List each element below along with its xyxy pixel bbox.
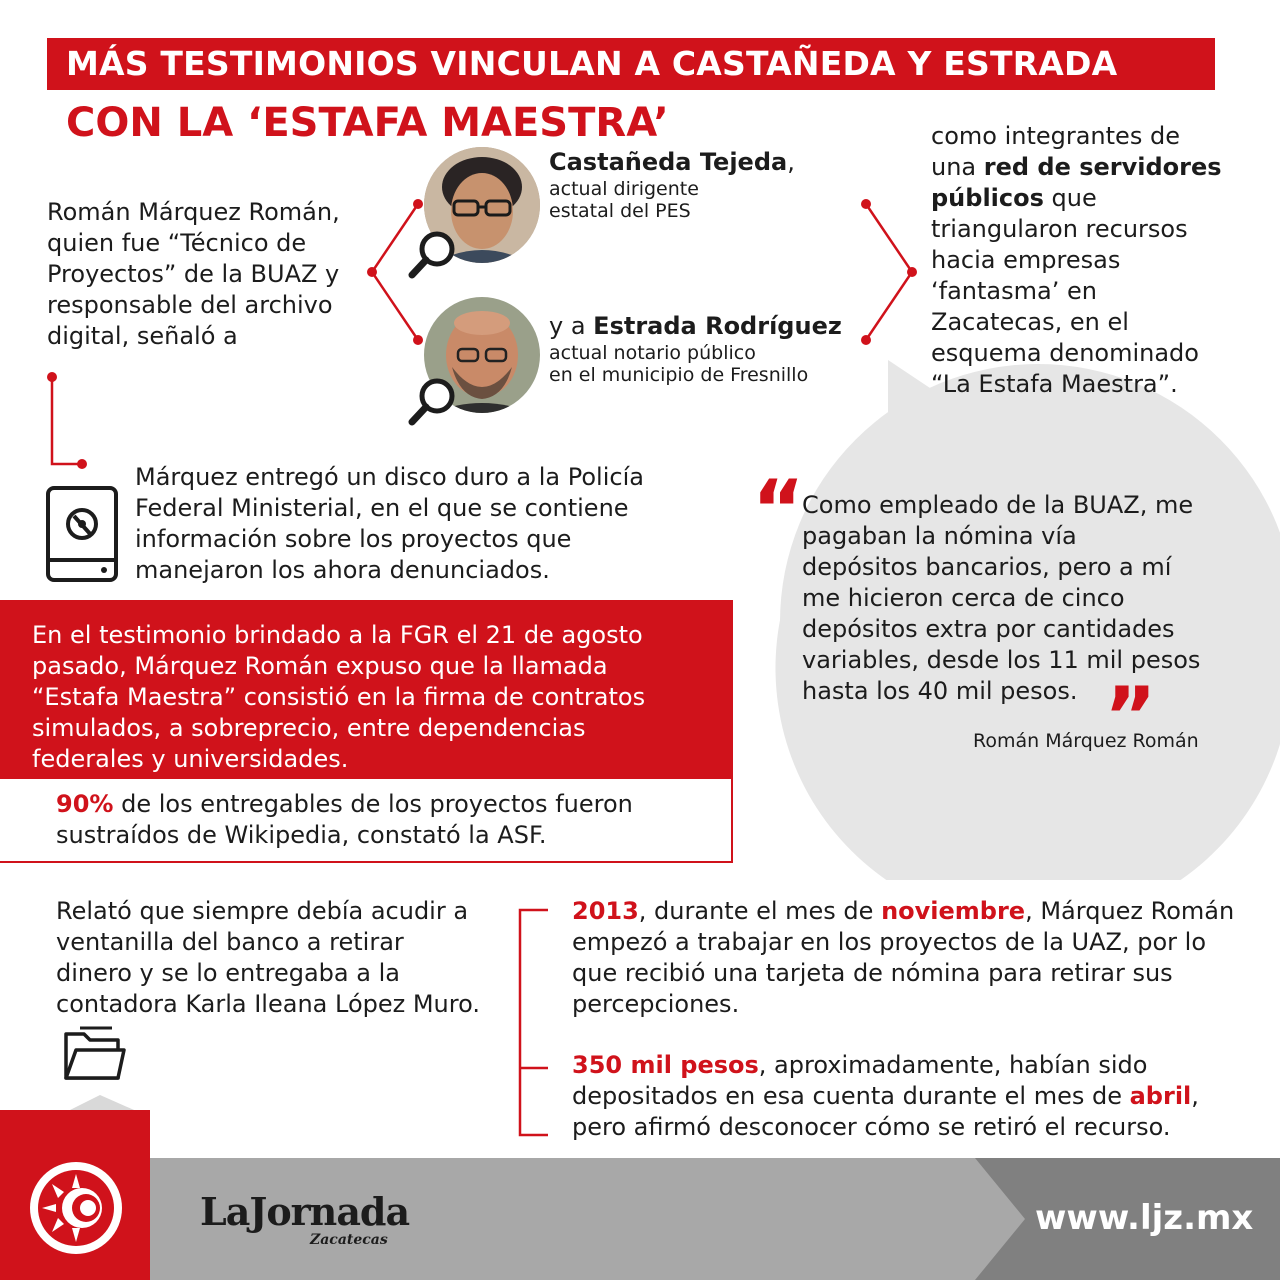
asf-percent: 90% <box>56 790 114 818</box>
open-quote-mark: “ <box>752 463 805 556</box>
network-text: como integrantes de una red de servidores públicos que triangularon recursos hacia empresas ‘fantasma’ en Zacatecas, en el esquema denominado “La Estafa Maestra”. <box>931 122 1222 398</box>
quote-text: Como empleado de la BUAZ, me pagaban la nómina vía depósitos bancarios, pero a mí me hicieron cerca de cinco depósitos extra por cantidades variables, desde los 11 mil pesos hasta los 40 mil pesos. <box>802 491 1201 705</box>
website-url[interactable]: www.ljz.mx <box>1035 1198 1254 1238</box>
person2-info: y a Estrada Rodríguez actual notario público en el municipio de Fresnillo <box>549 312 842 386</box>
timeline-event-350: 350 mil pesos, aproximadamente, habían sido depositados en esa cuenta durante el mes de abril, pero afirmó desconocer cómo se retiró el recurso. <box>572 1051 1199 1141</box>
person2-name: Estrada Rodríguez <box>593 312 842 340</box>
hard-disk-icon <box>44 484 120 588</box>
headline-line2: CON LA ‘ESTAFA MAESTRA’ <box>66 100 669 146</box>
brand-subtitle: Zacatecas <box>310 1232 388 1248</box>
close-quote-mark: ” <box>1104 670 1157 763</box>
disk-text: Márquez entregó un disco duro a la Policía Federal Ministerial, en el que se contiene información sobre los proyectos que manejaron los ahora denunciados. <box>135 463 644 584</box>
brand-logo: LaJornada <box>200 1189 410 1234</box>
folder-icon <box>62 1024 126 1088</box>
sun-logo-icon <box>26 1158 126 1262</box>
headline-line1: MÁS TESTIMONIOS VINCULAN A CASTAÑEDA Y ESTRADA <box>66 44 1118 83</box>
timeline-event-2013: 2013, durante el mes de noviembre, Márquez Román empezó a trabajar en los proyectos de la UAZ, por lo que recibió una tarjeta de nómina para retirar sus percepciones. <box>572 897 1235 1018</box>
testimony-text: En el testimonio brindado a la FGR el 21 de agosto pasado, Márquez Román expuso que la llamada “Estafa Maestra” consistió en la firma de contratos simulados, a sobreprecio, entre dependencias federales y universidades. <box>32 621 646 773</box>
magnifier-icon <box>406 227 460 285</box>
asf-text: 90% de los entregables de los proyectos fueron sustraídos de Wikipedia, constató la ASF. <box>56 790 633 849</box>
person1-info: Castañeda Tejeda, actual dirigente estatal del PES <box>549 148 795 222</box>
quote-author: Román Márquez Román <box>973 730 1199 752</box>
magnifier-icon <box>406 374 460 432</box>
bank-text: Relató que siempre debía acudir a ventanilla del banco a retirar dinero y se lo entregaba a la contadora Karla Ileana López Muro. <box>56 897 480 1018</box>
intro-text: Román Márquez Román, quien fue “Técnico de Proyectos” de la BUAZ y responsable del archivo digital, señaló a <box>47 198 340 350</box>
person1-name: Castañeda Tejeda <box>549 148 788 176</box>
